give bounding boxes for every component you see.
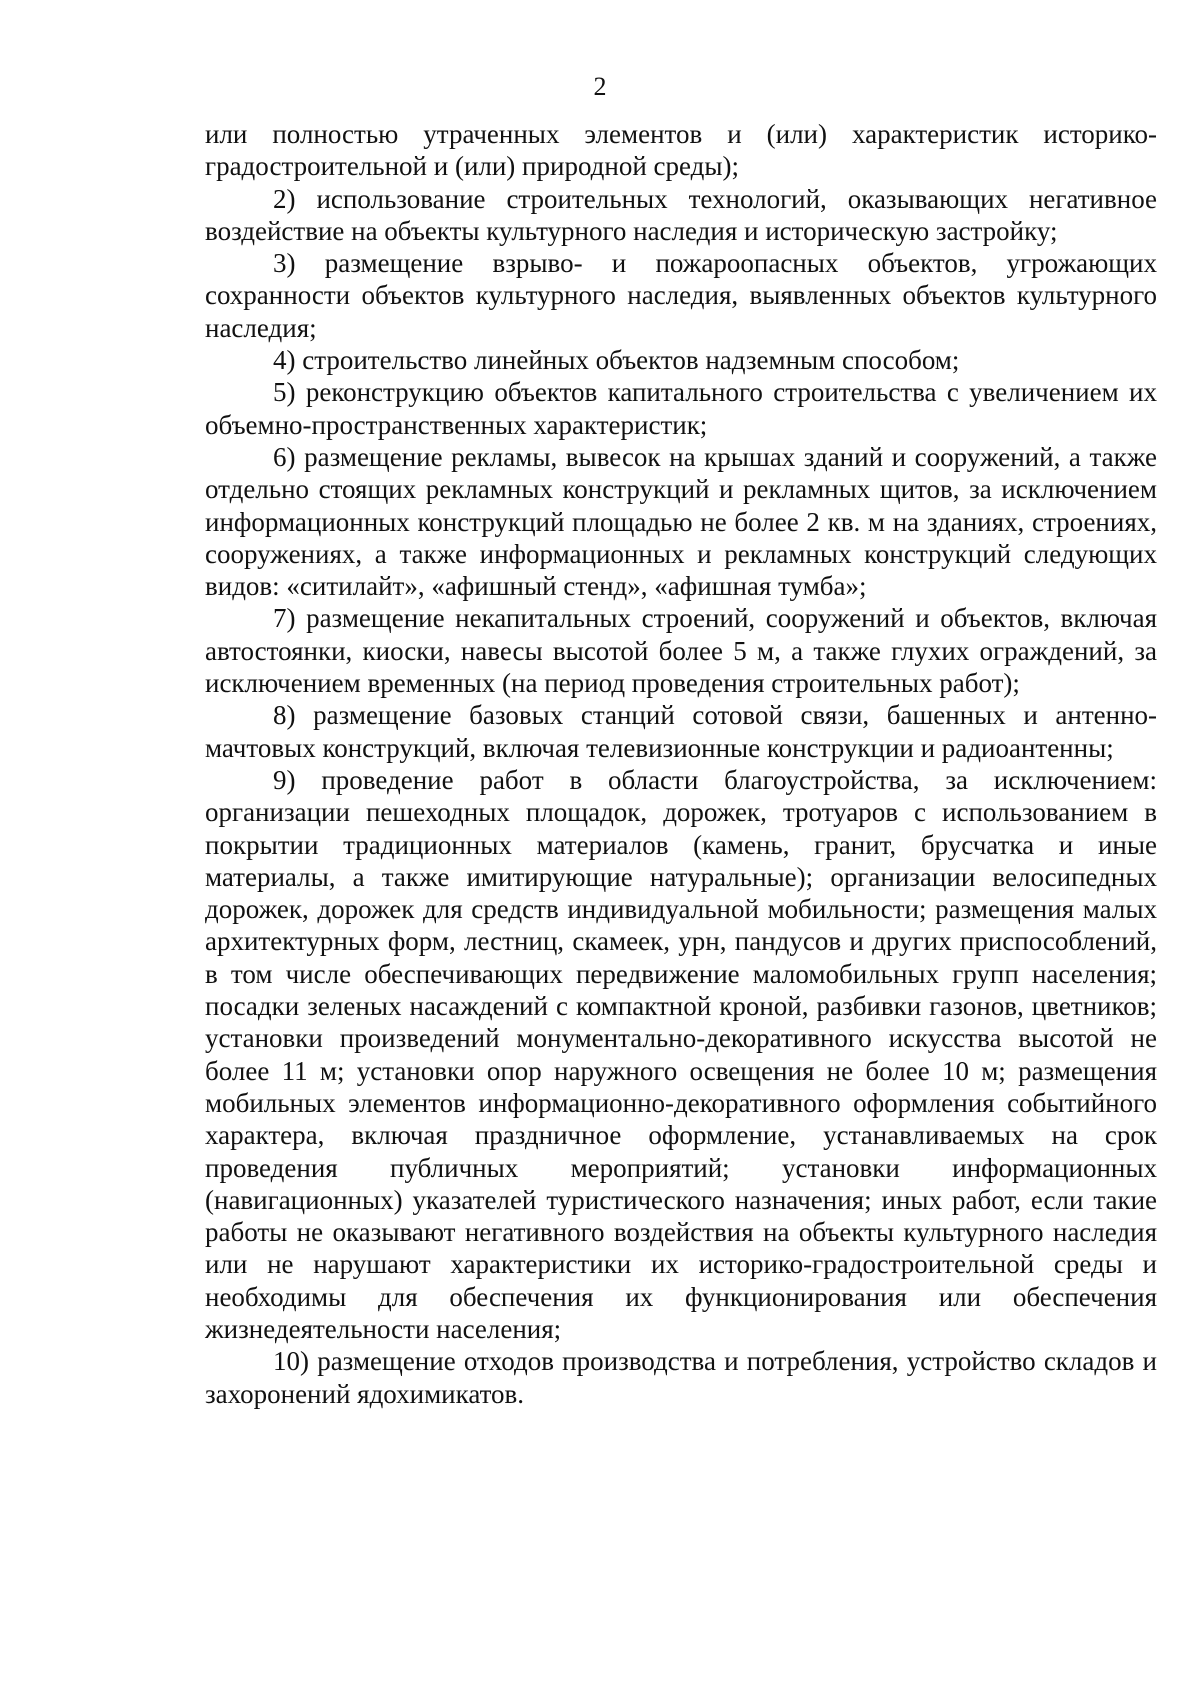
list-item-number: 8)	[273, 700, 296, 731]
list-item-text: размещение некапитальных строений, сооружений и объектов, включая автостоянки, киоски, навесы высотой более 5 м, а также глухих ограждений, за исключением временных (на период проведения строительных работ);	[205, 603, 1157, 699]
paragraph-continuation	[205, 118, 1157, 183]
list-item-number: 7)	[273, 603, 296, 634]
list-item-text: использование строительных технологий, оказывающих негативное воздействие на объекты культурного наследия и историческую застройку;	[205, 183, 1158, 246]
list-item-4	[205, 344, 1157, 376]
list-item-6	[205, 441, 1157, 602]
list-item-number: 9)	[273, 764, 296, 795]
list-item-text: размещение взрыво- и пожароопасных объектов, угрожающих сохранности объектов культурного наследия, выявленных объектов культурного наследия;	[205, 248, 1158, 343]
page-number: 2	[593, 72, 607, 101]
list-item-7	[205, 602, 1157, 699]
list-item-text: размещение рекламы, вывесок на крышах зданий и сооружений, а также отдельно стоящих рекламных конструкций и рекламных щитов, за исключением информационных конструкций площадью не более 2 кв. м на зданиях, строениях, сооружениях, а также информационных и рекламных конструкций следующих видов: «ситилайт», «афишный стенд», «афишная тумба»;	[205, 441, 1158, 602]
list-item-9	[205, 764, 1157, 1345]
list-item-8	[205, 699, 1157, 764]
list-item-text: реконструкцию объектов капитального строительства с увеличением их объемно-пространственных характеристик;	[205, 377, 1157, 440]
list-item-text: проведение работ в области благоустройства, за исключением: организации пешеходных площадок, дорожек, тротуаров с использованием в покрытии традиционных материалов (камень, гранит, брусчатка и иные материалы, а также имитирующие натуральные); организации велосипедных дорожек, дорожек для средств индивидуальной мобильности; размещения малых архитектурных форм, лестниц, скамеек, урн, пандусов и других приспособлений, в том числе обеспечивающих передвижение маломобильных групп населения; посадки зеленых насаждений с компактной кроной, разбивки газонов, цветников; установки произведений монументально-декоративного искусства высотой не более 11 м; установки опор наружного освещения не более 10 м; размещения мобильных элементов информационно-декоративного оформления событийного характера, включая праздничное оформление, устанавливаемых на срок проведения публичных мероприятий; установки информационных (навигационных) указателей туристического назначения; иных работ, если такие работы не оказывают негативного воздействия на объекты культурного наследия или не нарушают характеристики их историко-градостроительной среды и необходимы для обеспечения их функционирования или обеспечения жизнедеятельности населения;	[205, 764, 1158, 1344]
list-item-2	[205, 183, 1157, 248]
list-item-text: размещение базовых станций сотовой связи, башенных и антенно-мачтовых конструкций, включая телевизионные конструкции и радиоантенны;	[205, 700, 1158, 763]
list-item-text: строительство линейных объектов надземным способом;	[302, 345, 960, 376]
paragraph-text: или полностью утраченных элементов и (или) характеристик историко-градостроительной и (или) природной среды);	[205, 119, 1157, 182]
list-item-text: размещение отходов производства и потребления, устройство складов и захоронений ядохимикатов.	[205, 1346, 1157, 1409]
list-item-number: 2)	[273, 183, 296, 214]
list-item-number: 10)	[273, 1346, 309, 1377]
list-item-number: 5)	[273, 377, 296, 408]
document-body	[205, 118, 1157, 1410]
list-item-number: 4)	[273, 345, 296, 376]
list-item-number: 6)	[273, 441, 296, 472]
list-item-10	[205, 1345, 1157, 1410]
list-item-5	[205, 376, 1157, 441]
list-item-number: 3)	[273, 248, 296, 279]
list-item-3	[205, 247, 1157, 344]
